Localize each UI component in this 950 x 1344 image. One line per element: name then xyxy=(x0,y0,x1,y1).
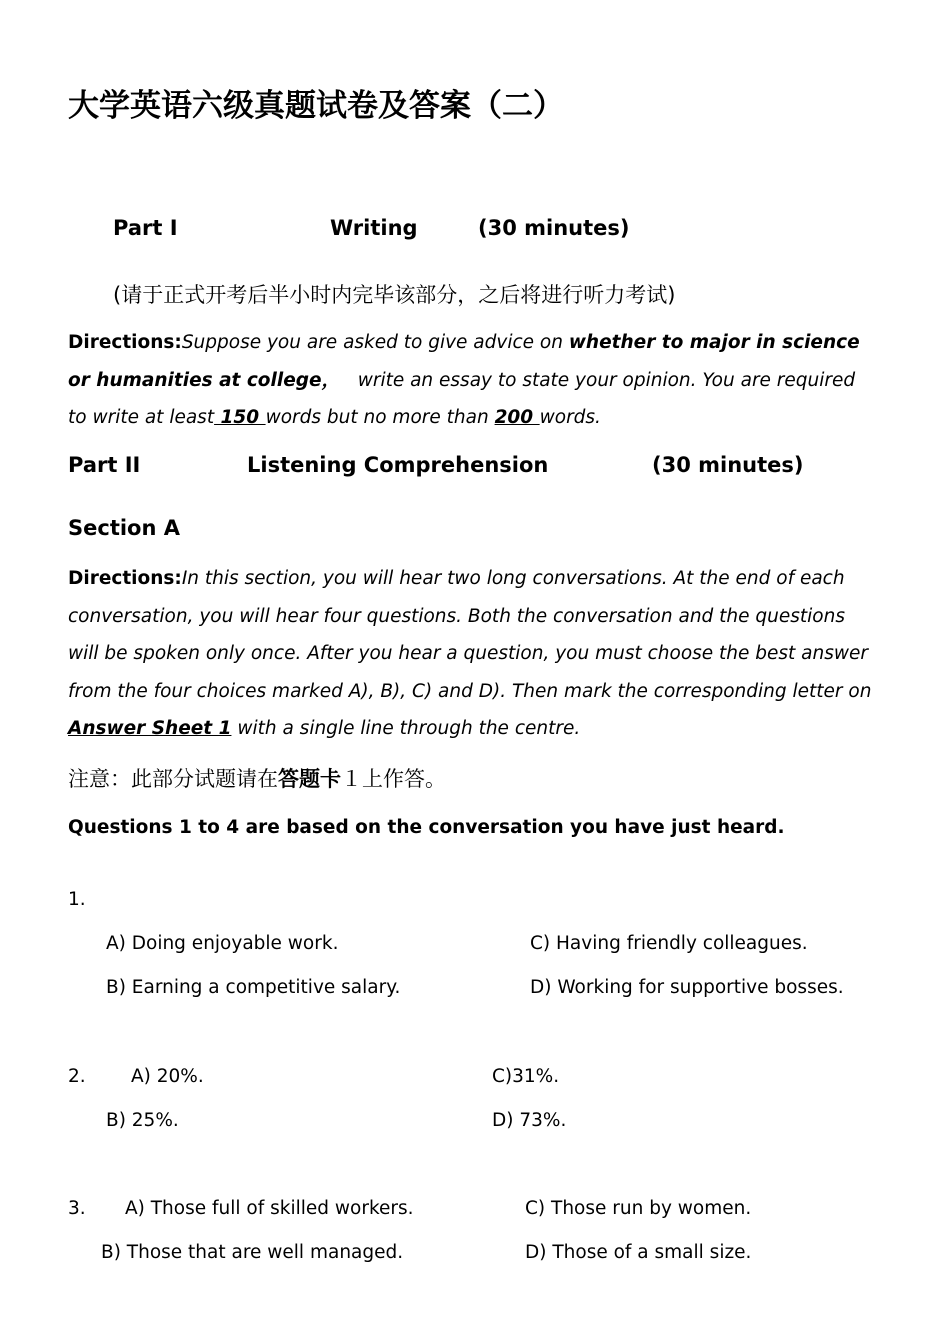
note-text-1: 注意：此部分试题请在 xyxy=(68,767,278,791)
directions-text-2: with a single line through the centre. xyxy=(231,718,581,739)
option-d: D) 73%. xyxy=(492,1110,567,1131)
min-words: 150 xyxy=(214,407,266,428)
question-number: 3. xyxy=(68,1198,86,1219)
option-c: C) Those run by women. xyxy=(525,1198,752,1219)
note-bold: 答题卡 xyxy=(278,767,341,791)
directions-label: Directions: xyxy=(68,568,182,589)
note-text-2: １上作答。 xyxy=(341,767,446,791)
part1-note: (请于正式开考后半小时内完毕该部分，之后将进行听力考试) xyxy=(113,283,676,307)
directions-text-2: write an essay to state your opinion. You are required to write at least xyxy=(68,369,856,428)
answer-sheet-ref: Answer Sheet 1 xyxy=(68,718,232,739)
option-d: D) Those of a small size. xyxy=(525,1242,752,1263)
option-a: A) 20%. xyxy=(131,1066,204,1087)
directions-text-1: In this section, you will hear two long conversations. At the end of each conversation, you will hear four questions. Both the conversation and the questions will be spoken only once. After you hear a question, you must choose the best answer from the four choices marked A), B), C) and D). Then mark the corresponding letter on xyxy=(68,568,872,702)
question-number: 2. xyxy=(68,1066,86,1087)
part1-label: Part I xyxy=(113,216,178,240)
option-b: B) Earning a competitive salary. xyxy=(106,977,401,998)
directions-text-3: words but no more than xyxy=(265,407,495,428)
part2-name: Listening Comprehension xyxy=(247,453,549,477)
part2-note xyxy=(68,763,446,793)
max-words: 200 xyxy=(494,407,540,428)
option-a: A) Doing enjoyable work. xyxy=(106,933,339,954)
part1-name: Writing xyxy=(330,216,418,240)
part1-directions xyxy=(68,324,878,437)
directions-label: Directions: xyxy=(68,332,182,353)
directions-text-1: Suppose you are asked to give advice on xyxy=(181,332,569,353)
option-d: D) Working for supportive bosses. xyxy=(530,977,844,998)
part2-directions xyxy=(68,560,878,748)
question-number: 1. xyxy=(68,889,86,910)
option-a: A) Those full of skilled workers. xyxy=(125,1198,414,1219)
part2-label: Part II xyxy=(68,453,141,477)
page-title: 大学英语六级真题试卷及答案（二） xyxy=(68,88,564,124)
part1-time: (30 minutes) xyxy=(478,216,630,240)
section-a-heading: Section A xyxy=(68,516,180,540)
option-b: B) Those that are well managed. xyxy=(101,1242,404,1263)
questions-intro: Questions 1 to 4 are based on the conversation you have just heard. xyxy=(68,817,785,838)
option-c: C) Having friendly colleagues. xyxy=(530,933,808,954)
essay-topic: whether to major in science or humanities at college， xyxy=(68,332,860,391)
directions-text-4: words. xyxy=(539,407,601,428)
option-c: C)31%. xyxy=(492,1066,560,1087)
option-b: B) 25%. xyxy=(106,1110,179,1131)
part2-time: (30 minutes) xyxy=(652,453,804,477)
